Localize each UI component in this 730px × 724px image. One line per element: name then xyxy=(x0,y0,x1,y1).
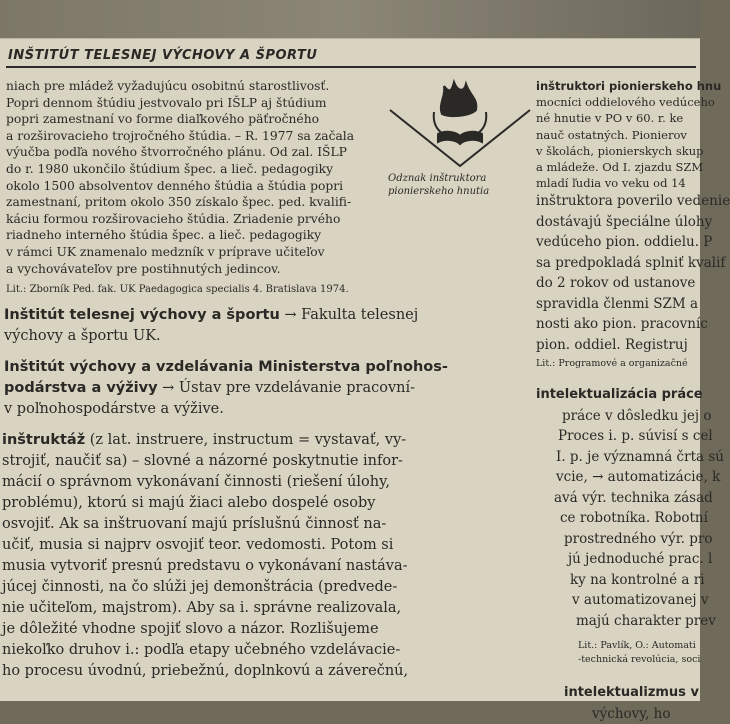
entry-intelektualizacia xyxy=(536,385,724,667)
text-line: dostávajú špeciálne úlohy xyxy=(536,213,713,230)
text-line: a mládeže. Od I. zjazdu SZM xyxy=(536,159,704,174)
figure-caption xyxy=(388,172,538,198)
text-line: práce v dôsledku jej o xyxy=(562,407,712,424)
text-line: pion. oddiel. Registruj xyxy=(536,336,688,353)
literature-note: Lit.: Pavlík, O.: Automati xyxy=(578,640,696,652)
text-line: mácií o správnom vykonávaní činnosti (riešení úlohy, xyxy=(2,474,390,491)
text-line: nie učiteľom, majstrom). Aby sa i. správne realizovala, xyxy=(2,600,402,617)
text-line: v rámci UK znamenalo medzník v príprave učiteľov xyxy=(6,244,325,259)
entry-headword-cont: podárstva a výživy xyxy=(4,380,158,397)
entry-ivv xyxy=(0,357,448,420)
text-line: avá výr. technika zásad xyxy=(554,489,713,506)
entry-headword: Inštitút výchovy a vzdelávania Ministerstva poľnohos- xyxy=(4,359,448,376)
text-line: I. p. je významná črta sú xyxy=(556,448,724,465)
text-line: júcej činnosti, na čo slúži jej demonštrácia (predvede- xyxy=(2,579,398,596)
text-line: ky na kontrolné a ri xyxy=(570,571,705,588)
entry-intelektualizmus xyxy=(536,683,700,724)
caption-line: pionierskeho hnutia xyxy=(388,186,490,197)
text-line: do 2 rokov od ustanove xyxy=(536,275,696,292)
text-line: majú charakter prev xyxy=(576,612,716,629)
text-line: jú jednoduché prac. l xyxy=(568,551,713,568)
text-line: a vychovávateľov pre postihnutých jedincov. xyxy=(6,261,281,276)
entry-text: → Ústav pre vzdelávanie pracovní- xyxy=(157,380,416,397)
literature-note: Lit.: Zborník Ped. fak. UK Paedagogica specialis 4. Bratislava 1974. xyxy=(6,284,349,296)
text-line: inštruktora poverilo vedenie xyxy=(536,193,730,210)
text-line: problému), ktorú si majú žiaci alebo dospelé osoby xyxy=(2,495,376,512)
text-line: Popri dennom štúdiu jestvovalo pri IŠLP aj štúdium xyxy=(6,95,327,110)
text-line: sa predpokladá splniť kvalif xyxy=(536,254,726,271)
text-line: nauč ostatných. Pionierov xyxy=(536,127,687,142)
text-line: musia vytvoriť presnú predstavu o vykonávaní nastáva- xyxy=(2,558,408,575)
text-line: výučba podľa nového štvorročného plánu. Od zal. IŠLP xyxy=(6,145,347,160)
text-line: výchovy a športu UK. xyxy=(4,328,161,345)
literature-note: -technická revolúcia, soci xyxy=(578,654,701,666)
text-line: mocníci oddielového vedúceho xyxy=(536,95,715,110)
right-column xyxy=(536,78,730,724)
text-line: spravidla členmi SZM a xyxy=(536,295,699,312)
text-line: popri zamestnaní vo forme diaľkového päťročného xyxy=(6,112,320,127)
text-line: riadneho interného štúdia špec. a lieč. pedagogiky xyxy=(6,228,322,243)
text-line: osvojiť. Ak sa inštruovaní majú príslušnú činnosť na- xyxy=(2,516,387,533)
background-surface xyxy=(0,0,700,40)
text-line: nosti ako pion. pracovníc xyxy=(536,316,708,333)
text-line: káciu formou rozširovacieho štúdia. Zriadenie prvého xyxy=(6,211,341,226)
text-line: prostredného výr. pro xyxy=(564,530,713,547)
entry-instruktori xyxy=(536,78,730,373)
text-line: v poľnohospodárstve a výžive. xyxy=(4,401,224,418)
text-line: vcie, → automatizácie, k xyxy=(556,469,721,486)
text-line: a rozširovacieho trojročného štúdia. – R. 1977 sa začala xyxy=(6,128,355,143)
text-line: v školách, pionierskych skup xyxy=(536,143,704,158)
text-line: ho procesu úvodnú, priebežnú, doplnkovú a záverečnú, xyxy=(2,663,409,680)
entry-text: (z lat. instruere, instructum = vystavať, vy- xyxy=(85,432,407,449)
flame-icon xyxy=(441,82,476,116)
text-line: učiť, musia si najprv osvojiť teor. vedomosti. Potom si xyxy=(2,537,394,554)
text-line: vedúceho pion. oddielu. P xyxy=(536,234,713,251)
entry-headword: inštruktori pionierskeho hnu xyxy=(536,79,722,93)
literature-note: Lit.: Programové a organizačné xyxy=(536,358,688,370)
badge-illustration xyxy=(380,70,540,240)
text-line: ce robotníka. Robotní xyxy=(560,510,708,527)
text-line: niekoľko druhov i.: podľa etapy učebného vzdelávacie- xyxy=(2,642,401,659)
text-line: Proces i. p. súvisí s cel xyxy=(558,428,713,445)
text-line: zamestnaní, pritom okolo 350 získalo špec. ped. kvalifi- xyxy=(6,195,352,210)
entry-headword: inštruktáž xyxy=(2,432,86,449)
entry-headword: Inštitút telesnej výchovy a športu xyxy=(4,307,280,324)
header-title: INŠTITÚT TELESNEJ VÝCHOVY A ŠPORTU xyxy=(8,48,318,63)
text-line: výchovy, ho xyxy=(592,705,671,722)
book-icon xyxy=(438,132,482,144)
paragraph-islp xyxy=(0,78,385,277)
text-line: je dôležité vhodne spojiť slovo a názor. Rozlišujeme xyxy=(2,621,379,638)
entry-text: → Fakulta telesnej xyxy=(279,307,419,324)
text-line: strojiť, naučiť sa) – slovné a názorné poskytnutie infor- xyxy=(2,453,403,470)
text-line: niach pre mládež vyžadujúcu osobitnú starostlivosť. xyxy=(6,79,330,93)
text-line: okolo 1500 absolventov denného štúdia a štúdia popri xyxy=(6,178,344,193)
caption-line: Odznak inštruktora xyxy=(388,173,487,184)
text-line: mladí ľudia vo veku od 14 xyxy=(536,176,686,191)
running-header xyxy=(6,44,696,68)
text-line: v automatizovanej v xyxy=(572,592,709,609)
entry-headword: intelektualizácia práce xyxy=(536,387,703,403)
text-line: do r. 1980 ukončilo štúdium špec. a lieč. pedagogiky xyxy=(6,161,334,176)
entry-instruktaz xyxy=(0,430,409,682)
entry-headword: intelektualizmus v xyxy=(564,685,699,701)
text-line: né hnutie v PO v 60. r. ke xyxy=(536,111,684,126)
entry-itvs xyxy=(0,305,419,347)
